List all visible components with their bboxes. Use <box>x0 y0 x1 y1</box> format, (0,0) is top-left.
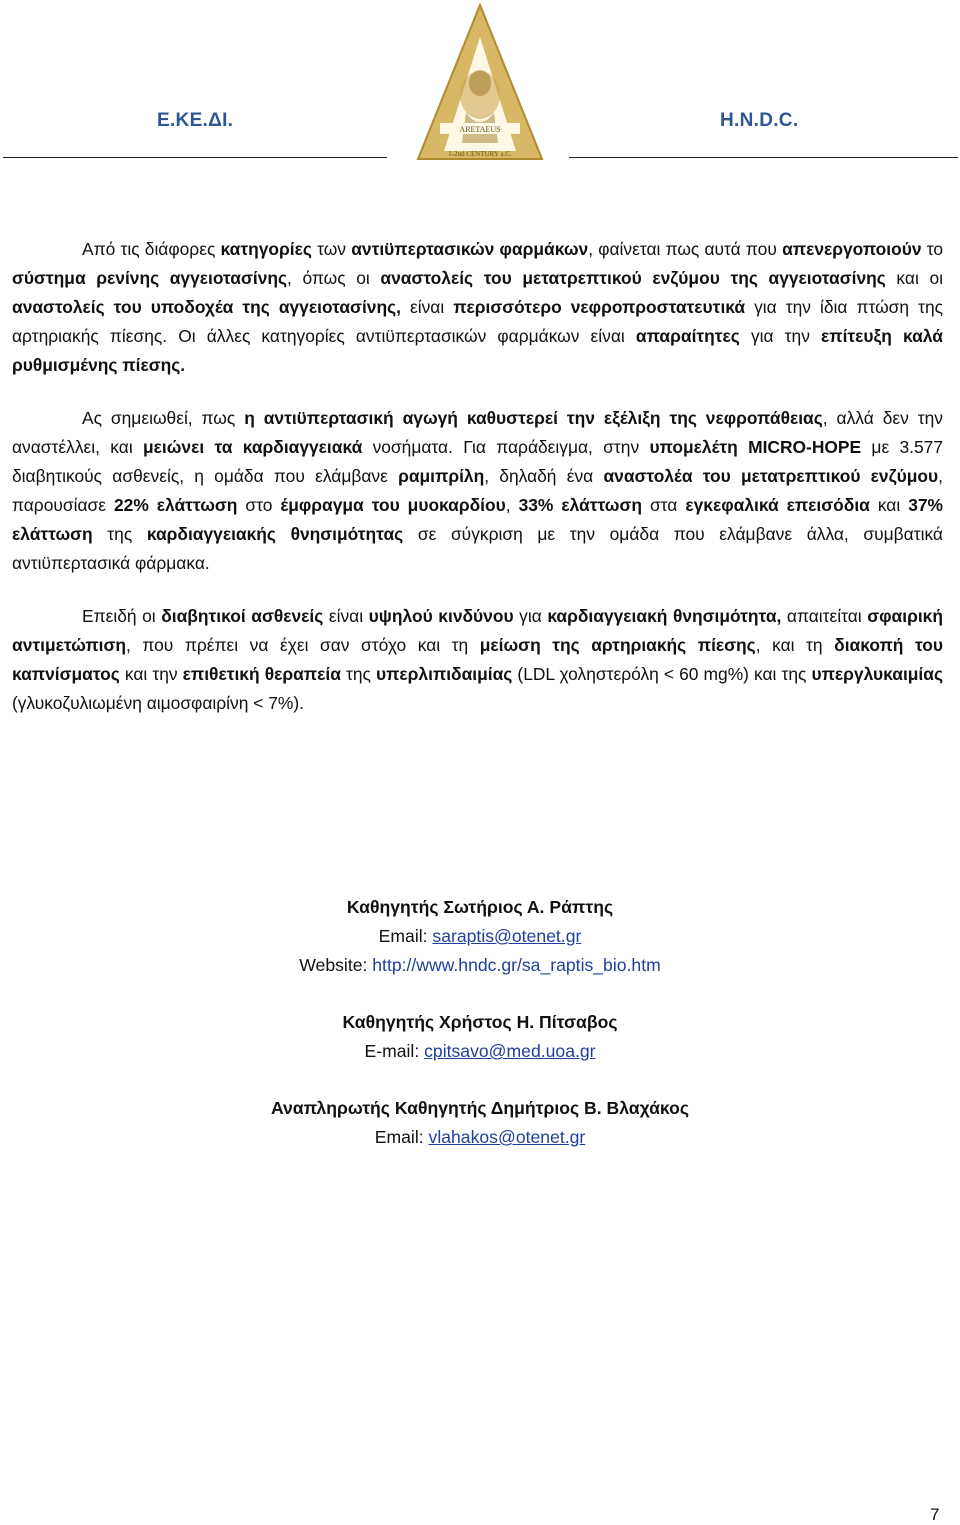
signature-website-line: Website: http://www.hndc.gr/sa_raptis_bio.htm <box>299 955 661 975</box>
text-run: είναι <box>400 297 454 317</box>
text-run: με 3.577 διαβητικούς ασθενείς, η ομάδα που ελάμβανε <box>12 437 944 486</box>
signature-name: Καθηγητής Χρήστος Η. Πίτσαβος <box>342 1012 618 1032</box>
svg-text:ARETAEUS: ARETAEUS <box>459 125 501 134</box>
website-link[interactable]: http://www.hndc.gr/sa_raptis_bio.htm <box>372 955 661 975</box>
header-rule-right <box>569 157 958 158</box>
text-run: , <box>505 495 519 515</box>
bold-text-run: απενεργοποιούν <box>782 239 922 259</box>
bold-text-run: 37% ελάττωση <box>12 495 943 544</box>
bold-text-run: μειώνει τα καρδιαγγειακά <box>142 437 363 457</box>
bold-text-run: αντιϋπερτασικών φαρμάκων <box>351 239 589 259</box>
svg-text:1-2nd CENTURY a.C.: 1-2nd CENTURY a.C. <box>448 150 512 158</box>
text-run: της <box>340 664 376 684</box>
bold-text-run: εγκεφαλικά επεισόδια <box>685 495 870 515</box>
bold-text-run: απαραίτητες <box>635 326 740 346</box>
email-link[interactable]: vlahakos@otenet.gr <box>428 1127 586 1147</box>
text-run: απαιτείται <box>781 606 868 626</box>
email-link[interactable]: saraptis@otenet.gr <box>432 926 582 946</box>
signature-email-line: Email: saraptis@otenet.gr <box>378 926 582 946</box>
bold-text-run: υπεργλυκαιμίας <box>811 664 943 684</box>
text-run: , φαίνεται πως αυτά που <box>588 239 783 259</box>
header-right-label: H.N.D.C. <box>720 110 799 131</box>
email-link[interactable]: cpitsavo@med.uoa.gr <box>424 1041 596 1061</box>
text-run: , δηλαδή ένα <box>484 466 604 486</box>
text-run: και οι <box>885 268 943 288</box>
paragraph-3 <box>12 602 943 718</box>
bold-text-run: καρδιαγγειακή θνησιμότητα, <box>547 606 782 626</box>
paragraph-2 <box>12 404 943 578</box>
text-run: , παρουσίασε <box>12 466 943 515</box>
bold-text-run: η αντιϋπερτασική αγωγή καθυστερεί την εξέλιξη της νεφροπάθειας <box>244 408 823 428</box>
text-run: (LDL χοληστερόλη < 60 mg%) και της <box>512 664 812 684</box>
bold-text-run: διαβητικοί ασθενείς <box>161 606 324 626</box>
bold-text-run: έμφραγμα του μυοκαρδίου <box>280 495 506 515</box>
paragraph-1 <box>12 235 943 380</box>
bold-text-run: σφαιρική αντιμετώπιση <box>12 606 943 655</box>
text-run: Από τις διάφορες <box>82 239 221 259</box>
bold-text-run: μείωση της αρτηριακής πίεσης <box>479 635 756 655</box>
bold-text-run: σύστημα ρενίνης αγγειοτασίνης <box>12 268 288 288</box>
page-number: 7 <box>930 1505 940 1524</box>
text-run: νοσήματα. Για παράδειγμα, στην <box>362 437 650 457</box>
bold-text-run: ραμιπρίλη <box>398 466 485 486</box>
text-run: , και τη <box>755 635 835 655</box>
bold-text-run: κατηγορίες <box>220 239 312 259</box>
body-text <box>12 235 943 742</box>
signature-name: Καθηγητής Σωτήριος Α. Ράπτης <box>346 897 614 917</box>
signature-email-line: E-mail: cpitsavo@med.uoa.gr <box>364 1041 596 1061</box>
bold-text-run: αναστολείς του μετατρεπτικού ενζύμου της αγγειοτασίνης <box>380 268 886 288</box>
header-left-label: Ε.ΚΕ.ΔΙ. <box>157 110 234 131</box>
text-run: , όπως οι <box>287 268 381 288</box>
header-rule-left <box>3 157 387 158</box>
bold-text-run: 22% ελάττωση <box>113 495 238 515</box>
text-run: και <box>869 495 909 515</box>
text-run: Επειδή οι <box>82 606 162 626</box>
bold-text-run: υπερλιπιδαιμίας <box>375 664 513 684</box>
text-run: σε σύγκριση με την ομάδα που ελάμβανε άλλα, συμβατικά αντιϋπερτασικά φάρμακα. <box>12 524 943 573</box>
bold-text-run: επίτευξη καλά ρυθμισμένης πίεσης. <box>12 326 943 375</box>
bold-text-run: 33% ελάττωση <box>518 495 642 515</box>
text-run: στα <box>641 495 686 515</box>
text-run: το <box>921 239 944 259</box>
signature-block-3 <box>0 1094 960 1152</box>
text-run: για <box>513 606 548 626</box>
text-run: για την ίδια πτώση της αρτηριακής πίεσης. Οι άλλες κατηγορίες αντιϋπερτασικών φαρμάκων είναι <box>12 297 944 346</box>
text-run: στο <box>237 495 281 515</box>
text-run: (γλυκοζυλιωμένη αιμοσφαιρίνη < 7%). <box>12 693 304 713</box>
text-run: των <box>311 239 352 259</box>
signature-name: Αναπληρωτής Καθηγητής Δημήτριος Β. Βλαχάκος <box>270 1098 690 1118</box>
signature-email-line: Email: vlahakos@otenet.gr <box>374 1127 586 1147</box>
bold-text-run: επιθετική θεραπεία <box>182 664 341 684</box>
text-run: και την <box>119 664 183 684</box>
bold-text-run: αναστολείς του υποδοχέα της αγγειοτασίνης, <box>12 297 401 317</box>
bold-text-run: υπομελέτη MICRO-HOPE <box>649 437 862 457</box>
text-run: για την <box>739 326 822 346</box>
text-run: Ας σημειωθεί, πως <box>82 408 245 428</box>
text-run: , αλλά δεν την αναστέλλει, και <box>12 408 943 457</box>
bold-text-run: περισσότερο νεφροπροστατευτικά <box>453 297 746 317</box>
aretaeus-logo <box>414 3 546 161</box>
bold-text-run: αναστολέα του μετατρεπτικού ενζύμου <box>603 466 939 486</box>
bold-text-run: διακοπή του καπνίσματος <box>12 635 943 684</box>
bold-text-run: υψηλού κινδύνου <box>368 606 514 626</box>
signature-block-1 <box>0 893 960 980</box>
text-run: είναι <box>323 606 369 626</box>
text-run: , που πρέπει να έχει σαν στόχο και τη <box>126 635 480 655</box>
text-run: της <box>92 524 147 544</box>
bold-text-run: καρδιαγγειακής θνησιμότητας <box>146 524 404 544</box>
signature-block-2 <box>0 1008 960 1066</box>
